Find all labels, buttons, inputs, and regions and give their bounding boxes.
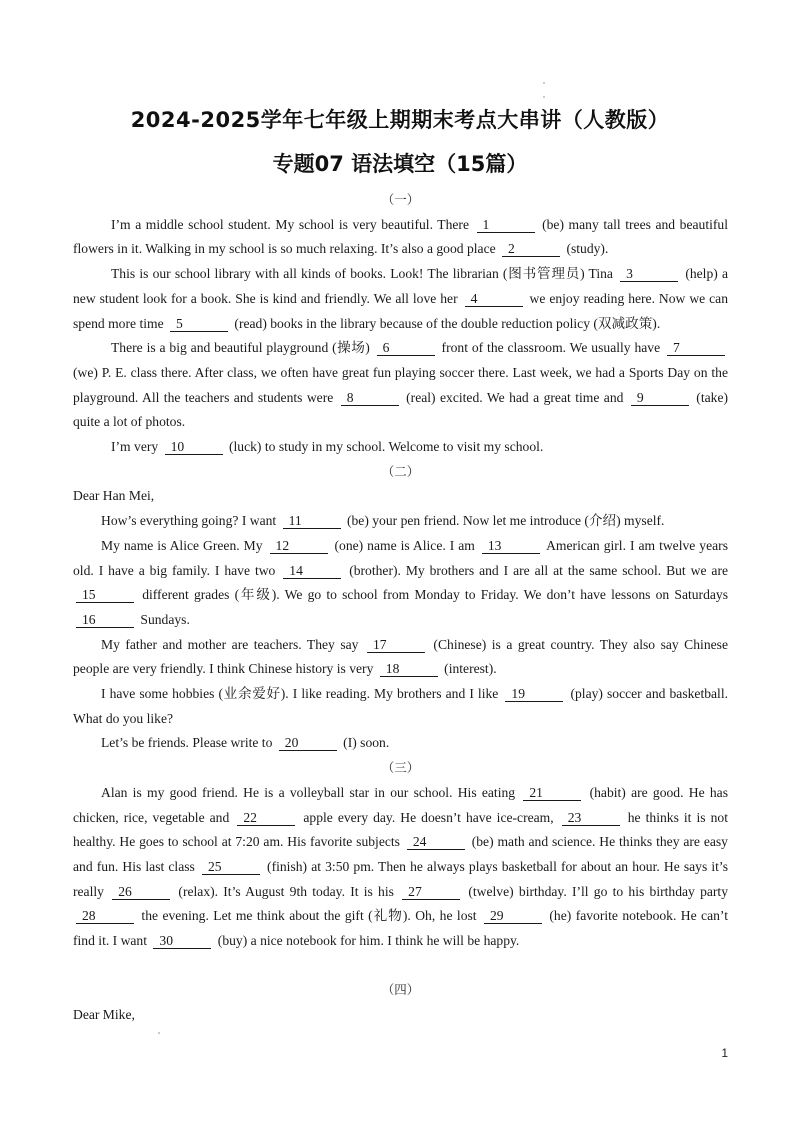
passage-paragraph [73, 509, 728, 534]
answer-blank[interactable]: 21 [523, 785, 581, 801]
answer-blank[interactable]: 29 [484, 908, 542, 924]
passage-text: (we) P. E. class there. After class, we often have great fun playing soccer there. Last week, we had a Sports Day on the playground. All the teachers and students were [73, 364, 728, 405]
passage-text: American girl. I am twelve years old. I have a big family. I have two [73, 537, 728, 578]
answer-blank[interactable]: 25 [202, 859, 260, 875]
passage-text: we enjoy reading here. Now we can spend more time [73, 290, 728, 331]
passage-text: How’s everything going? I want [101, 513, 280, 529]
answer-blank[interactable]: 7 [667, 340, 725, 356]
passage-paragraph [73, 1003, 728, 1028]
passage-text: (be) math and science. He thinks they are easy and fun. His last class [73, 834, 728, 874]
passage-text: Dear Mike, [73, 1006, 135, 1022]
passage-paragraph [73, 781, 728, 954]
answer-blank[interactable]: 3 [620, 266, 678, 282]
answer-blank[interactable]: 14 [283, 563, 341, 579]
answer-blank[interactable]: 22 [237, 810, 295, 826]
answer-blank[interactable]: 5 [170, 316, 228, 332]
passage-text: different grades (年级). We go to school from Monday to Friday. We don’t have lessons on Saturdays [137, 587, 728, 603]
passage-text: (real) excited. We had a great time and [401, 389, 628, 405]
document-subtitle: 专题07 语法填空（15篇） [272, 152, 528, 176]
passage-paragraph [73, 682, 728, 731]
answer-blank[interactable]: 12 [270, 538, 328, 554]
passage-text: (be) your pen friend. Now let me introduce (介绍) myself. [343, 513, 665, 529]
answer-blank[interactable]: 16 [76, 612, 134, 628]
passage-text: (read) books in the library because of the double reduction policy (双减政策). [231, 315, 661, 331]
passage-text: My name is Alice Green. My [101, 537, 267, 553]
passage-text: (luck) to study in my school. Welcome to visit my school. [225, 439, 544, 455]
answer-blank[interactable]: 4 [465, 291, 523, 307]
scan-dot [543, 96, 545, 98]
answer-blank[interactable]: 27 [402, 884, 460, 900]
scan-dot [543, 82, 545, 84]
answer-blank[interactable]: 30 [153, 933, 211, 949]
passage-paragraph [73, 731, 728, 756]
passage-paragraph [73, 262, 728, 336]
passage-text: (finish) at 3:50 pm. Then he always plays basketball for about an hour. He says it’s really [73, 858, 728, 899]
passage-text: (study). [563, 241, 609, 257]
passage-text: I have some hobbies (业余爱好). I like reading. My brothers and I like [101, 686, 503, 702]
passage-text: Alan is my good friend. He is a volleyball star in our school. His eating [101, 784, 521, 800]
passage-text: (relax). It’s August 9th today. It is his [173, 883, 400, 899]
answer-blank[interactable]: 20 [279, 735, 337, 751]
passage-text: (I) soon. [339, 735, 390, 751]
passage-text: I’m very [111, 439, 162, 455]
answer-blank[interactable]: 28 [76, 908, 134, 924]
passage-text: (brother). My brothers and I are all at the same school. But we are [344, 562, 728, 578]
passage-text: This is our school library with all kinds of books. Look! The librarian (图书管理员) Tina [111, 266, 618, 282]
section-label: （四） [381, 982, 420, 997]
answer-blank[interactable]: 1 [477, 217, 535, 233]
passage-text: Let’s be friends. Please write to [101, 735, 276, 751]
answer-blank[interactable]: 11 [283, 513, 341, 529]
passage-text: (interest). [440, 661, 497, 677]
answer-blank[interactable]: 10 [165, 439, 223, 455]
section-spacer [73, 954, 728, 978]
passage-text: Sundays. [137, 611, 190, 627]
passage-text: (play) soccer and basketball. What do you like? [73, 686, 728, 726]
passage-paragraph [73, 213, 728, 262]
passage-text: (one) name is Alice. I am [330, 537, 479, 553]
section-label: （一） [381, 193, 420, 207]
answer-blank[interactable]: 18 [380, 661, 438, 677]
passage-paragraph [73, 633, 728, 682]
passage-text: Dear Han Mei, [73, 488, 155, 504]
passage-text: (take) quite a lot of photos. [73, 389, 729, 430]
passage-text: apple every day. He doesn’t have ice-cream, [298, 809, 559, 825]
passage-paragraph [73, 435, 728, 460]
passage-paragraph [73, 336, 728, 435]
section-label: （三） [381, 761, 420, 776]
passage-paragraph [73, 534, 728, 633]
passage-text: (habit) are good. He has chicken, rice, vegetable and [73, 784, 728, 825]
answer-blank[interactable]: 23 [562, 810, 620, 826]
answer-blank[interactable]: 8 [341, 390, 399, 406]
answer-blank[interactable]: 9 [631, 390, 689, 406]
passage-text: (he) favorite notebook. He can’t find it. I want [73, 908, 728, 949]
passage-text: he thinks it is not healthy. He goes to school at 7:20 am. His favorite subjects [73, 809, 728, 850]
passage-text: (help) a new student look for a book. She is kind and friendly. We all love her [73, 266, 728, 306]
passage-text: the evening. Let me think about the gift (礼物). Oh, he lost [137, 908, 481, 924]
answer-blank[interactable]: 19 [505, 686, 563, 702]
passage-text: I’m a middle school student. My school is very beautiful. There [111, 216, 474, 232]
answer-blank[interactable]: 6 [377, 340, 435, 356]
scan-dot [158, 1032, 160, 1034]
passage-text: (twelve) birthday. I’ll go to his birthday party [463, 883, 728, 899]
document-title: 2024-2025学年七年级上期期末考点大串讲（人教版） [130, 108, 670, 132]
passage-text: There is a big and beautiful playground (操场) [111, 340, 374, 356]
page-number: 1 [721, 1046, 728, 1060]
passage-text: My father and mother are teachers. They say [101, 636, 364, 652]
passage-text: (buy) a nice notebook for him. I think he will be happy. [214, 933, 520, 949]
answer-blank[interactable]: 13 [482, 538, 540, 554]
exercise-content [73, 188, 728, 1027]
passage-paragraph [73, 484, 728, 509]
passage-text: (Chinese) is a great country. They also say Chinese people are very friendly. I think Chinese history is very [73, 636, 728, 677]
answer-blank[interactable]: 17 [367, 637, 425, 653]
answer-blank[interactable]: 24 [407, 834, 465, 850]
answer-blank[interactable]: 15 [76, 587, 134, 603]
answer-blank[interactable]: 26 [112, 884, 170, 900]
passage-text: front of the classroom. We usually have [437, 340, 664, 356]
answer-blank[interactable]: 2 [502, 241, 560, 257]
passage-text: (be) many tall trees and beautiful flowers in it. Walking in my school is so much relaxing. It’s also a good place [73, 216, 728, 257]
section-label: （二） [381, 464, 420, 479]
